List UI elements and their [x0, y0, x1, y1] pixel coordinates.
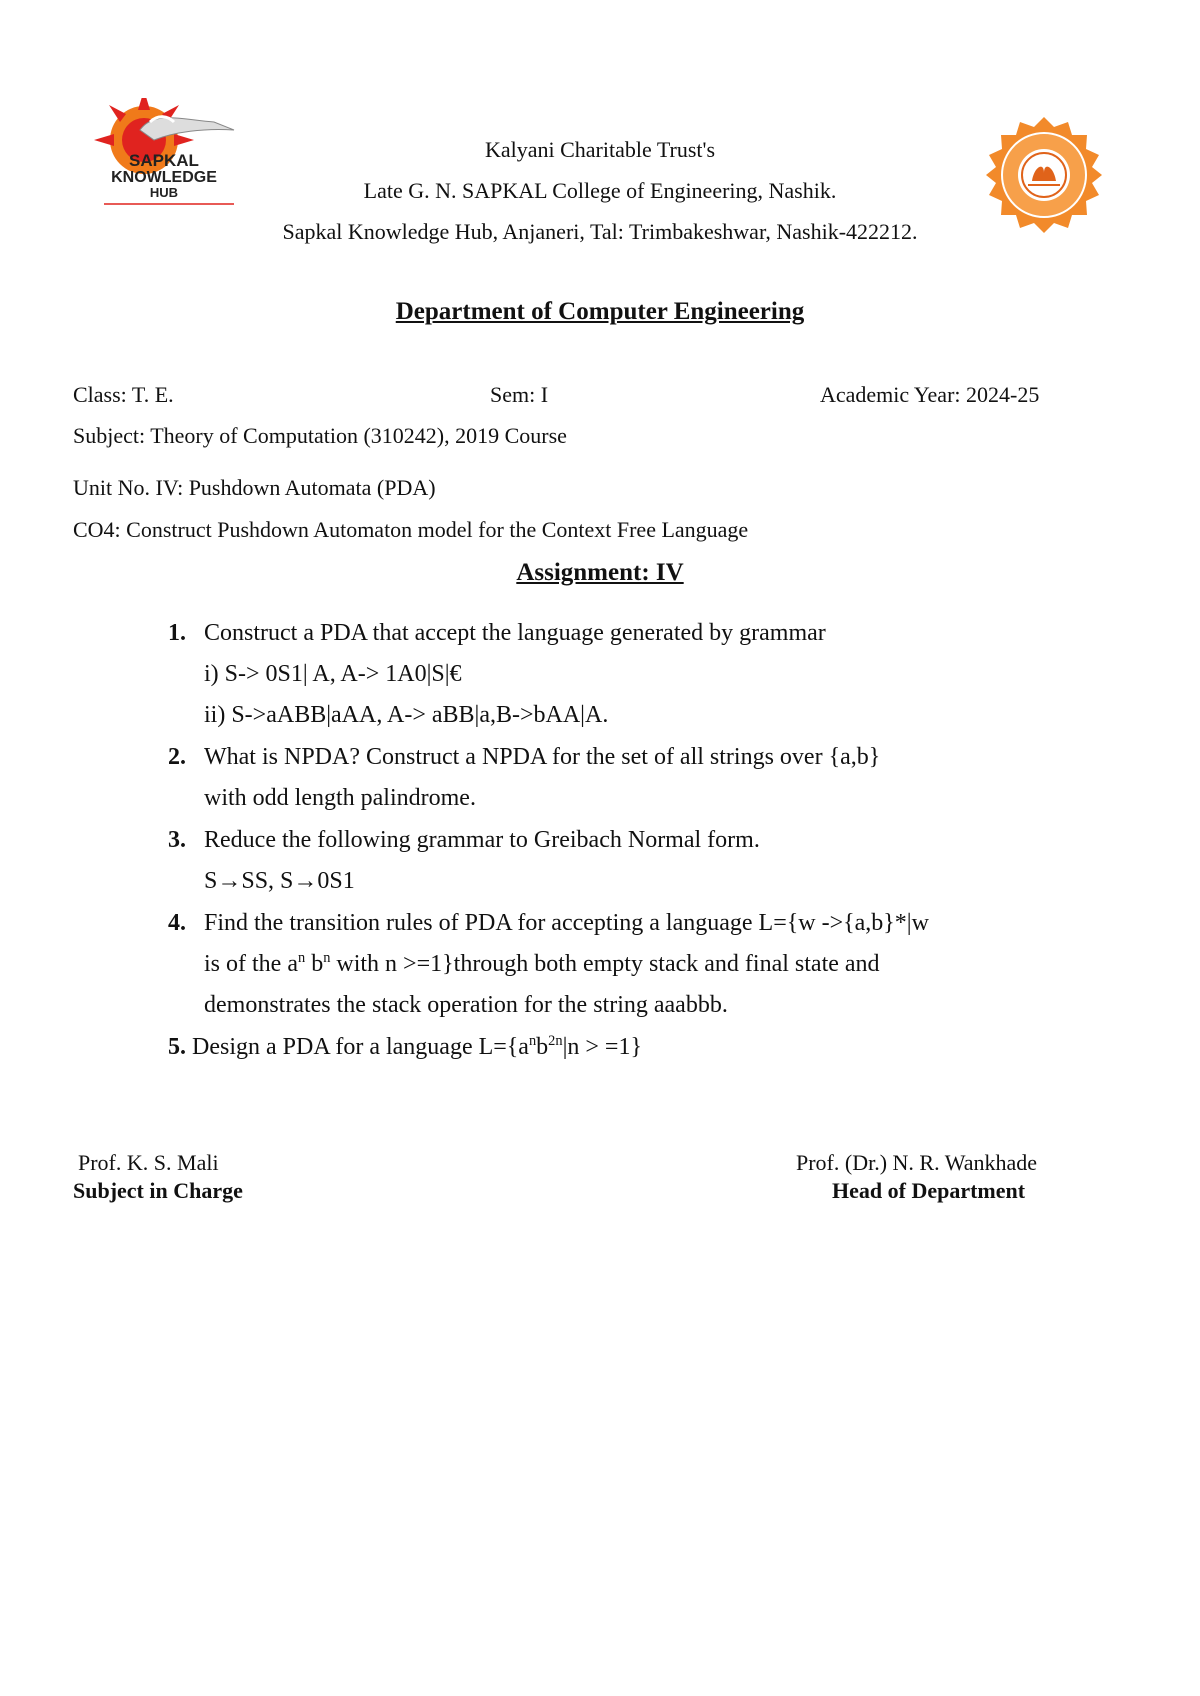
- question-3-grammar: S→SS, S→0S1: [204, 868, 355, 894]
- question-2-line-2: with odd length palindrome.: [204, 785, 476, 811]
- question-text: Construct a PDA that accept the language generated by grammar: [204, 620, 826, 646]
- subject-in-charge-role: Subject in Charge: [73, 1178, 243, 1203]
- subject-in-charge-name: Prof. K. S. Mali: [78, 1150, 219, 1175]
- college-seal-logo: [985, 116, 1103, 234]
- question-text: Reduce the following grammar to Greibach Normal form.: [204, 827, 760, 853]
- question-1: [168, 620, 826, 647]
- college-address: Sapkal Knowledge Hub, Anjaneri, Tal: Trimbakeshwar, Nashik-422212.: [282, 219, 918, 244]
- question-text: Find the transition rules of PDA for accepting a language L={w ->{a,b}*|w: [204, 910, 929, 936]
- subject-label: Subject: Theory of Computation (310242), 2019 Course: [73, 423, 567, 448]
- question-number: 1.: [168, 620, 186, 646]
- svg-text:SAPKAL: SAPKAL: [129, 151, 199, 170]
- question-4: [168, 910, 929, 937]
- question-3: [168, 827, 760, 854]
- question-4-line-3: demonstrates the stack operation for the string aaabbb.: [204, 992, 728, 1018]
- head-of-department-name: Prof. (Dr.) N. R. Wankhade: [796, 1150, 1038, 1175]
- question-5: 5. Design a PDA for a language $L=\{a^nb^{2n}|n > =1\}$: [168, 1033, 642, 1060]
- svg-text:KNOWLEDGE: KNOWLEDGE: [111, 169, 217, 186]
- unit-label: Unit No. IV: Pushdown Automata (PDA): [73, 475, 436, 500]
- question-text: What is NPDA? Construct a NPDA for the set of all strings over {a,b}: [204, 744, 881, 770]
- semester-label: Sem: I: [490, 382, 549, 407]
- department-heading: Department of Computer Engineering: [395, 298, 805, 325]
- question-number: 2.: [168, 744, 186, 770]
- question-4-line-2: is of the $a^n$ $b^n$ with n >=1}through both empty stack and final state and: [204, 950, 880, 977]
- head-of-department-role: Head of Department: [832, 1178, 1026, 1203]
- trust-name: Kalyani Charitable Trust's: [484, 137, 716, 162]
- question-number: 3.: [168, 827, 186, 853]
- question-number: 5.: [168, 1034, 186, 1060]
- question-2: [168, 744, 880, 771]
- course-outcome-label: CO4: Construct Pushdown Automaton model for the Context Free Language: [73, 517, 749, 542]
- svg-text:HUB: HUB: [149, 185, 179, 200]
- question-1-sub-i: i) S-> 0S1| A, A-> 1A0|S|€: [204, 661, 462, 687]
- question-1-sub-ii: ii) S->aABB|aAA, A-> aBB|a,B->bAA|A.: [204, 702, 609, 728]
- academic-year-label: Academic Year: 2024-25: [820, 382, 1040, 407]
- question-number: 4.: [168, 910, 186, 936]
- class-label: Class: T. E.: [73, 382, 174, 407]
- assignment-title: Assignment: IV: [516, 559, 684, 586]
- college-name: Late G. N. SAPKAL College of Engineering, Nashik.: [363, 178, 837, 203]
